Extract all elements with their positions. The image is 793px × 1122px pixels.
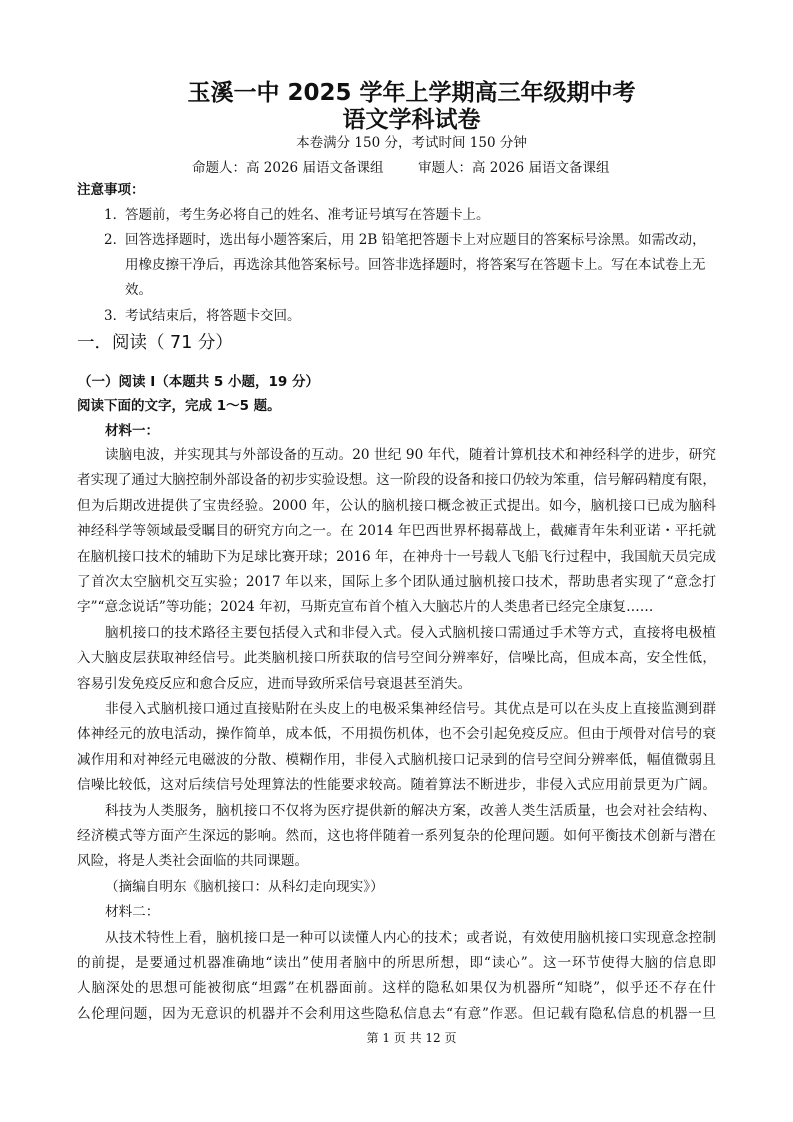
exam-subject-title: 语文学科试卷 xyxy=(342,107,481,133)
passage-line: 非侵入式脑机接口通过直接贴附在头皮上的电极采集神经信号。其优点是可以在头皮上直接监测到群 xyxy=(105,701,716,717)
instruction: 阅读下面的文字，完成 1～5 题。 xyxy=(77,398,281,414)
note-text: 回答选择题时，选出每小题答案后，用 2B 铅笔把答题卡上对应题目的答案标号涂黑。如需改动， xyxy=(125,232,706,248)
notes-heading: 注意事项： xyxy=(77,182,145,198)
subsection-heading: （一）阅读 I（本题共 5 小题，19 分） xyxy=(78,374,320,390)
note-text: 用橡皮擦干净后，再选涂其他答案标号。回答非选择题时，将答案写在答题卡上。写在本试卷上无 xyxy=(125,257,706,273)
exam-title: 玉溪一中 2025 学年上学期高三年级期中考 xyxy=(187,80,636,106)
note-text: 效。 xyxy=(125,282,152,298)
passage-line: 脑机接口的技术路径主要包括侵入式和非侵入式。侵入式脑机接口需通过手术等方式，直接将电极植 xyxy=(105,624,716,641)
passage-line: 的前提，是要通过机器准确地“读出”使用者脑中的所思所想，即“读心”。这一环节使得大脑的信息即 xyxy=(77,955,716,971)
note-text: 答题前，考生务必将自己的姓名、准考证号填写在答题卡上。 xyxy=(125,207,490,223)
material-label: 材料一： xyxy=(105,423,159,439)
passage-line: 了首次太空脑机交互实验；2017 年以来，国际上多个团队通过脑机接口技术，帮助患者实现了“意念打 xyxy=(77,574,716,590)
reviewer: 审题人：高 2026 届语文备课组 xyxy=(418,160,610,176)
setter: 命题人：高 2026 届语文备课组 xyxy=(192,160,384,176)
passage-line: 读脑电波，并实现其与外部设备的互动。20 世纪 90 年代，随着计算机技术和神经科学的进步，研究 xyxy=(105,447,716,463)
page-footer: 第 1 页 共 12 页 xyxy=(366,1031,457,1045)
passage-line: 体神经元的放电活动，操作简单，成本低，不用损伤机体，也不会引起免疫反应。但由于颅骨对信号的衰 xyxy=(77,726,716,743)
passage-line: 风险，将是人类社会面临的共同课题。 xyxy=(77,853,309,870)
passage-line: 材料二： xyxy=(105,904,160,921)
note-number: 3． xyxy=(104,308,127,324)
passage-line: 从技术特性上看，脑机接口是一种可以读懂人内心的技术；或者说，有效使用脑机接口实现意念控制 xyxy=(105,929,716,946)
passage-line: 经济模式等方面产生深远的影响。然而，这也将伴随着一系列复杂的伦理问题。如何平衡技术创新与潜在 xyxy=(77,828,716,844)
passage-line: 人脑深处的思想可能被彻底“坦露”在机器面前。这样的隐私如果仅为机器所“知晓”，似乎还不存在什 xyxy=(77,980,716,997)
passage-line: 字”“意念说话”等功能；2024 年初，马斯克宣布首个植入大脑芯片的人类患者已经完全康复…… xyxy=(77,599,654,616)
passage-line: （摘编自明东《脑机接口：从科幻走向现实》） xyxy=(105,878,384,895)
passage-line: 容易引发免疫反应和愈合反应，进而导致所采信号衰退甚至消失。 xyxy=(77,675,472,692)
note-text: 考试结束后，将答题卡交回。 xyxy=(125,308,301,324)
passage-line: 减作用和对神经元电磁波的分散、模糊作用，非侵入式脑机接口记录到的信号空间分辨率低，幅值微弱且 xyxy=(77,751,716,768)
passage-line: 么伦理问题，因为无意识的机器并不会利用这些隐私信息去“有意”作恶。但记载有隐私信息的机器一旦 xyxy=(77,1005,716,1022)
passage-line: 但为后期改进提供了宝贵经验。2000 年，公认的脑机接口概念被正式提出。如今，脑机接口已成为脑科 xyxy=(77,497,716,514)
exam-info: 本卷满分 150 分，考试时间 150 分钟 xyxy=(296,135,527,151)
section-heading: 一．阅读（ 71 分） xyxy=(77,333,233,353)
passage-line: 入大脑皮层获取神经信号。此类脑机接口所获取的信号空间分辨率好，信噪比高，但成本高，安全性低， xyxy=(77,650,716,667)
passage-line: 科技为人类服务，脑机接口不仅将为医疗提供新的解决方案，改善人类生活质量，也会对社会结构、 xyxy=(105,802,716,819)
note-number: 2． xyxy=(104,232,127,248)
passage-line: 在脑机接口技术的辅助下为足球比赛开球；2016 年，在神舟十一号载人飞船飞行过程中，我国航天员完成 xyxy=(77,548,716,565)
passage-line: 者实现了通过大脑控制外部设备的初步实验设想。这一阶段的设备和接口仍较为笨重，信号解码精度有限， xyxy=(77,472,716,489)
passage-line: 信噪比较低，这对后续信号处理算法的性能要求较高。随着算法不断进步，非侵入式应用前景更为广阔。 xyxy=(77,777,716,794)
passage-line: 神经科学等领域最受瞩目的研究方向之一。在 2014 年巴西世界杯揭幕战上，截瘫青年朱利亚诺・平托就 xyxy=(77,523,716,540)
note-number: 1． xyxy=(104,207,127,223)
